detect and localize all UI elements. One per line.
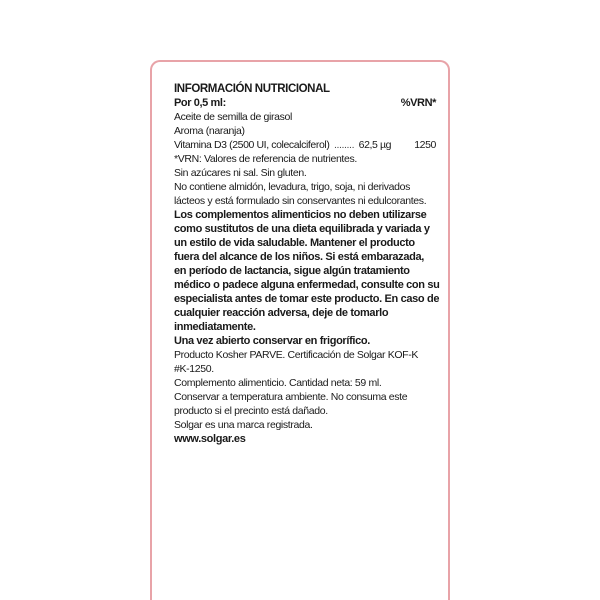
sugar-salt-gluten-note: Sin azúcares ni sal. Sin gluten. <box>174 167 307 179</box>
warning-line: fuera del alcance de los niños. Si está embarazada, <box>174 251 424 263</box>
warning-block <box>174 208 440 348</box>
ingredient-sunflower-oil: Aceite de semilla de girasol <box>174 111 293 123</box>
free-from-note-line1: No contiene almidón, levadura, trigo, soja, ni derivados <box>174 181 411 193</box>
free-from-note-line2: lácteos y está formulado sin conservantes ni edulcorantes. <box>174 195 427 207</box>
warning-line: un estilo de vida saludable. Mantener el producto <box>174 237 415 249</box>
storage-note-line2: producto si el precinto está dañado. <box>174 405 328 417</box>
warning-line: en período de lactancia, sigue algún tratamiento <box>174 265 410 277</box>
website-url: www.solgar.es <box>174 433 246 445</box>
kosher-cert-line2: #K-1250. <box>174 363 214 375</box>
kosher-cert-line1: Producto Kosher PARVE. Certificación de Solgar KOF-K <box>174 349 419 361</box>
vrn-column-header: %VRN* <box>400 97 436 109</box>
vitamin-d3-name: Vitamina D3 (2500 UI, colecalciferol) <box>174 139 330 151</box>
ingredient-aroma: Aroma (naranja) <box>174 125 245 137</box>
vitamin-d3-amount: 62,5 µg <box>358 139 392 151</box>
warning-line: cualquier reacción adversa, deje de tomarlo <box>174 307 389 319</box>
vitamin-d3-leader-dots: ........ <box>333 139 355 151</box>
supplement-net-quantity: Complemento alimenticio. Cantidad neta: 59 ml. <box>174 377 382 389</box>
label-text-block <box>174 82 440 446</box>
trademark-note: Solgar es una marca registrada. <box>174 419 313 431</box>
warning-line: médico o padece alguna enfermedad, consulte con su <box>174 279 440 291</box>
nutrition-title: INFORMACIÓN NUTRICIONAL <box>174 83 330 95</box>
product-label-panel <box>150 60 450 600</box>
nutrition-header-row <box>174 96 436 110</box>
vitamin-d3-vrn: 1250 <box>414 139 436 151</box>
vitamin-d3-row <box>174 138 436 152</box>
warning-line: Los complementos alimenticios no deben utilizarse <box>174 209 427 221</box>
warning-line: especialista antes de tomar este producto. En caso de <box>174 293 440 305</box>
per-serving-label: Por 0,5 ml: <box>174 97 226 109</box>
storage-note-line1: Conservar a temperatura ambiente. No consuma este <box>174 391 408 403</box>
warning-line: inmediatamente. <box>174 321 256 333</box>
warning-line: como sustitutos de una dieta equilibrada y variada y <box>174 223 430 235</box>
storage-after-opening: Una vez abierto conservar en frigorífico. <box>174 335 370 347</box>
vrn-footnote: *VRN: Valores de referencia de nutrientes. <box>174 153 357 165</box>
